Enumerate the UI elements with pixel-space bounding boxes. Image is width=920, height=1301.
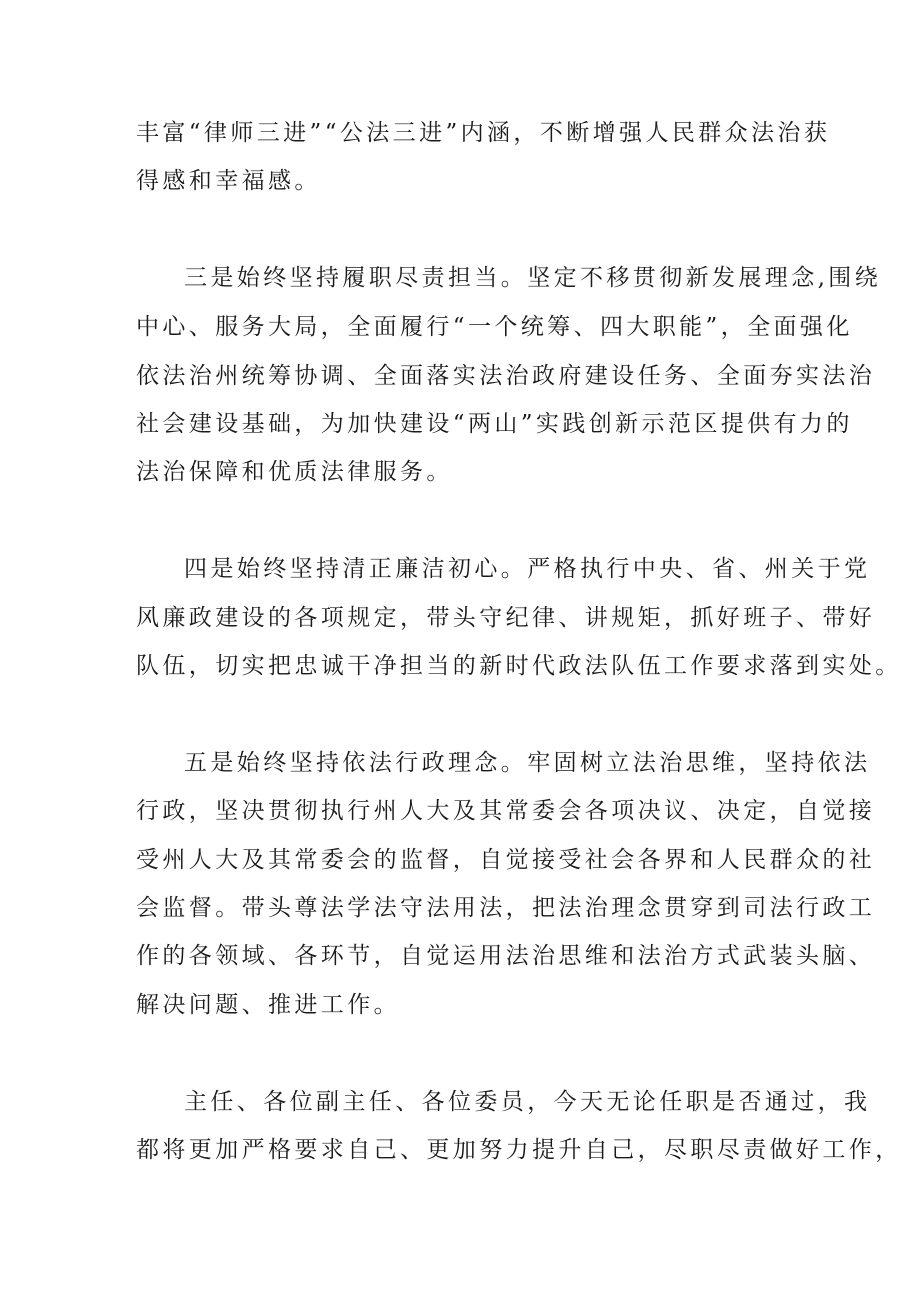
paragraph-line: 风廉政建设的各项规定，带头守纪律、讲规矩，抓好班子、带好 bbox=[136, 605, 876, 631]
paragraph-line: 法治保障和优质法律服务。 bbox=[136, 459, 453, 485]
paragraph-line: 社会建设基础，为加快建设“两山”实践创新示范区提供有力的 bbox=[136, 411, 853, 437]
paragraph-line: 作的各领域、各环节，自觉运用法治思维和法治方式武装头脑、 bbox=[136, 943, 876, 969]
paragraph-line: 依法治州统筹协调、全面落实法治政府建设任务、全面夯实法治 bbox=[136, 363, 876, 389]
paragraph-line: 会监督。带头尊法学法守法用法，把法治理念贯穿到司法行政工 bbox=[136, 895, 876, 921]
paragraph-line: 三是始终坚持履职尽责担当。坚定不移贯彻新发展理念,围绕 bbox=[184, 265, 882, 291]
paragraph-line: 丰富“律师三进”“公法三进”内涵，不断增强人民群众法治获 bbox=[136, 120, 831, 146]
paragraph-line: 主任、各位副主任、各位委员，今天无论任职是否通过，我 bbox=[184, 1089, 871, 1115]
paragraph-line: 队伍，切实把忠诚干净担当的新时代政法队伍工作要求落到实处。 bbox=[136, 653, 902, 679]
paragraph-line: 中心、服务大局，全面履行“一个统筹、四大职能”，全面强化 bbox=[136, 314, 853, 340]
paragraph-line: 五是始终坚持依法行政理念。牢固树立法治思维，坚持依法 bbox=[184, 750, 871, 776]
paragraph-line: 得感和幸福感。 bbox=[136, 168, 321, 194]
paragraph-line: 四是始终坚持清正廉洁初心。严格执行中央、省、州关于党 bbox=[184, 556, 871, 582]
paragraph-line: 受州人大及其常委会的监督，自觉接受社会各界和人民群众的社 bbox=[136, 847, 876, 873]
paragraph-line: 行政，坚决贯彻执行州人大及其常委会各项决议、决定，自觉接 bbox=[136, 798, 876, 824]
paragraph-line: 都将更加严格要求自己、更加努力提升自己，尽职尽责做好工作， bbox=[136, 1137, 902, 1163]
paragraph-line: 解决问题、推进工作。 bbox=[136, 992, 400, 1018]
